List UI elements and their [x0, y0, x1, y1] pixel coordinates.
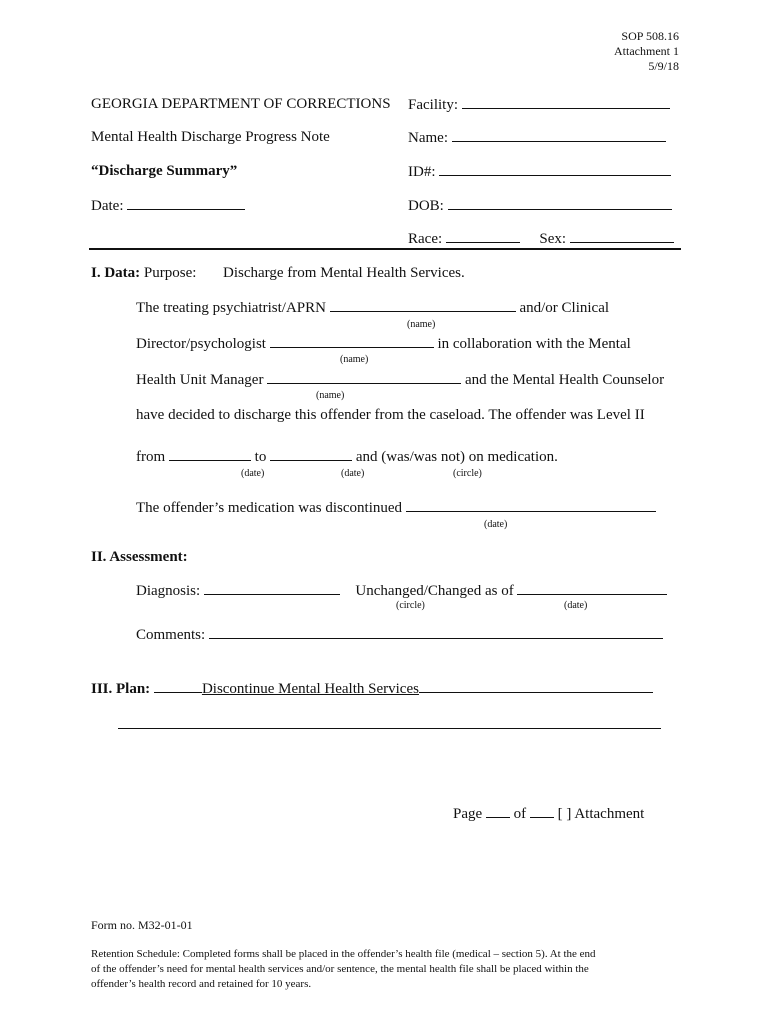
- psychologist-name-hint: (name): [340, 354, 369, 365]
- attachment-checkbox-label: [ ] Attachment: [557, 806, 645, 822]
- psychologist-text: Director/psychologist: [136, 336, 266, 352]
- from-date-field[interactable]: [169, 447, 251, 461]
- plan-second-line[interactable]: [118, 728, 661, 729]
- changed-date-field[interactable]: [517, 581, 667, 595]
- sop-number: SOP 508.16: [621, 29, 679, 43]
- to-label: to: [254, 449, 267, 465]
- to-date-hint: (date): [341, 468, 365, 479]
- section1-heading-row: [91, 264, 196, 282]
- date-label: Date:: [91, 198, 124, 214]
- diagnosis-field[interactable]: [204, 581, 340, 595]
- id-field[interactable]: [439, 162, 671, 176]
- counselor-text: and the Mental Health Counselor: [464, 372, 665, 388]
- retention-line-1: Retention Schedule: Completed forms shall be placed in the offender’s health file (medical – section 5). At the end: [91, 948, 596, 960]
- facility-label: Facility:: [408, 97, 458, 113]
- discharge-decision-text: have decided to discharge this offender from the caseload. The offender was Level II: [136, 407, 645, 423]
- changed-date-hint: (date): [564, 600, 588, 611]
- header-divider: [89, 248, 681, 250]
- name-field[interactable]: [452, 128, 666, 142]
- comments-field[interactable]: [209, 625, 663, 639]
- page-counter: [453, 804, 644, 823]
- plan-extra-field[interactable]: [419, 679, 653, 693]
- date-row: [91, 196, 245, 215]
- race-sex-row: [408, 229, 674, 248]
- to-date-field[interactable]: [270, 447, 352, 461]
- section1-heading: I. Data:: [91, 265, 141, 281]
- section3-heading: III. Plan:: [91, 681, 151, 697]
- collaboration-text: in collaboration with the Mental: [437, 336, 631, 352]
- name-label: Name:: [408, 130, 448, 146]
- diagnosis-label: Diagnosis:: [136, 583, 201, 599]
- comments-row: [136, 625, 663, 644]
- comments-label: Comments:: [136, 627, 206, 643]
- level-period-row: [136, 447, 558, 466]
- id-label: ID#:: [408, 164, 436, 180]
- discontinued-date-field[interactable]: [406, 498, 656, 512]
- name-row: [408, 128, 666, 147]
- medication-circle-hint: (circle): [453, 468, 482, 479]
- id-row: [408, 162, 671, 181]
- discharge-summary-title: “Discharge Summary”: [91, 163, 238, 179]
- psychiatrist-text: The treating psychiatrist/APRN: [136, 300, 326, 316]
- discontinued-text: The offender’s medication was discontinued: [136, 500, 403, 516]
- facility-field[interactable]: [462, 95, 670, 109]
- purpose-value: Discharge from Mental Health Services.: [223, 265, 465, 281]
- discontinued-date-hint: (date): [484, 519, 508, 530]
- psychiatrist-name-hint: (name): [407, 319, 436, 330]
- plan-check-field[interactable]: [154, 679, 202, 693]
- department-name: GEORGIA DEPARTMENT OF CORRECTIONS: [91, 96, 391, 112]
- page-label: Page: [453, 806, 483, 822]
- dob-field[interactable]: [448, 196, 672, 210]
- clinical-text: and/or Clinical: [519, 300, 610, 316]
- psychologist-name-field[interactable]: [270, 334, 434, 348]
- race-field[interactable]: [446, 229, 520, 243]
- from-date-hint: (date): [241, 468, 265, 479]
- page-number-field[interactable]: [486, 804, 510, 818]
- sop-date: 5/9/18: [648, 59, 679, 73]
- dob-label: DOB:: [408, 198, 444, 214]
- retention-line-3: offender’s health record and retained for 10 years.: [91, 978, 312, 990]
- unit-manager-row: [136, 370, 664, 389]
- note-title: Mental Health Discharge Progress Note: [91, 129, 330, 145]
- unit-manager-name-hint: (name): [316, 390, 345, 401]
- of-label: of: [513, 806, 527, 822]
- changed-label: Unchanged/Changed as of: [355, 583, 514, 599]
- date-field[interactable]: [127, 196, 245, 210]
- plan-value: Discontinue Mental Health Services: [201, 681, 419, 697]
- psychiatrist-row: [136, 298, 609, 317]
- psychologist-row: [136, 334, 631, 353]
- retention-line-2: of the offender’s need for mental health services and/or sentence, the mental health file shall be placed within the: [91, 963, 589, 975]
- attachment-label: Attachment 1: [614, 44, 679, 58]
- page-total-field[interactable]: [530, 804, 554, 818]
- from-label: from: [136, 449, 166, 465]
- sex-label: Sex:: [539, 231, 567, 247]
- form-number: Form no. M32-01-01: [91, 918, 193, 932]
- unit-manager-text: Health Unit Manager: [136, 372, 264, 388]
- discontinued-row: [136, 498, 656, 517]
- unit-manager-name-field[interactable]: [267, 370, 461, 384]
- plan-row: [91, 679, 653, 698]
- diagnosis-row: [136, 581, 667, 600]
- medication-status-text: and (was/was not) on medication.: [355, 449, 558, 465]
- sex-field[interactable]: [570, 229, 674, 243]
- facility-row: [408, 95, 670, 114]
- psychiatrist-name-field[interactable]: [330, 298, 516, 312]
- race-label: Race:: [408, 231, 443, 247]
- section2-heading: II. Assessment:: [91, 549, 188, 565]
- dob-row: [408, 196, 672, 215]
- diagnosis-circle-hint: (circle): [396, 600, 425, 611]
- purpose-label: Purpose:: [143, 265, 197, 281]
